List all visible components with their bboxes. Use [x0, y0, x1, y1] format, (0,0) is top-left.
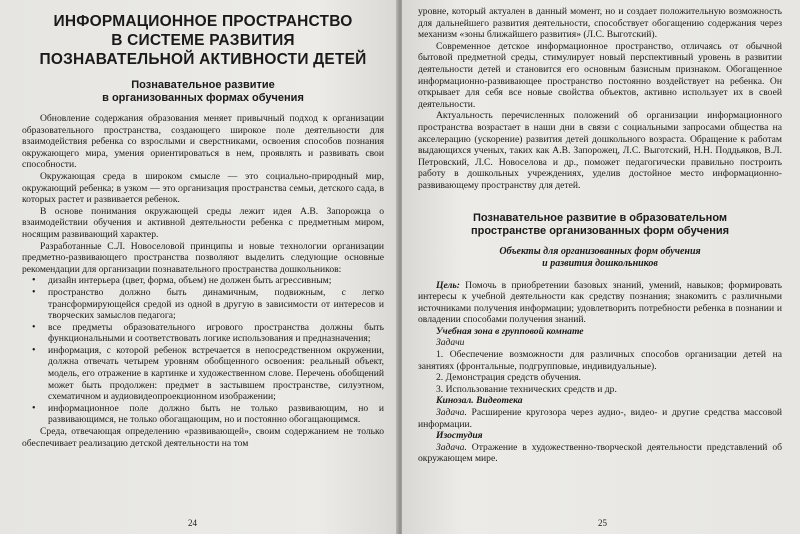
section-heading — [22, 79, 384, 105]
paragraph: Среда, отвечающая определению «развивающей», своим содержанием не только обеспечивает реализацию детской деятельности на том — [22, 426, 384, 449]
task-label: Задача. — [436, 407, 467, 419]
list-item: • информация, с которой ребенок встречается в непосредственном окружении, должна отвечать четырем уровням обобщенного освоения: реальный объект, модель, его отражение в картинке и художественном слове. Перечень обобщений может быть продолжен: предмет в застывшем пространстве, силуэтном, схематичном и аудиовидеопроекционном изображении; — [22, 345, 384, 403]
spacer — [418, 192, 782, 212]
task-label: Задача. — [436, 441, 467, 453]
page-number: 25 — [598, 518, 607, 528]
list-item: • пространство должно быть динамичным, подвижным, с легко трансформирующейся средой из одной в другую в зависимости от интересов и творческих замыслов педагога; — [22, 287, 384, 322]
section-heading-line: пространстве организованных форм обучения — [470, 224, 730, 237]
task-item: 2. Демонстрация средств обучения. — [436, 372, 581, 384]
tasks-label: Задачи — [436, 337, 465, 349]
paragraph: Современное детское информационное пространство, отличаясь от обычной бытовой предметной среды, стимулирует новый перспективный уровень в развитии деятельности детей и становится его основным базисным признаком. Обогащенное информационно-развивающее пространство постоянно воздействует на ребенка. Он открывает для себя все новые свойства объектов, активно использует их в своей деятельности. — [418, 40, 782, 110]
section-heading — [418, 212, 782, 238]
chapter-title-line: ПОЗНАВАТЕЛЬНОЙ АКТИВНОСТИ ДЕТЕЙ — [39, 51, 367, 68]
paragraph: В основе понимания окружающей среды лежит идея А.В. Запорожца о взаимодействии обучения и активной деятельности ребенка с предметным миром, носящим развивающий характер. — [22, 205, 384, 240]
task-text: Расширение кругозора через аудио-, видео- и другие средства массовой информации. — [418, 407, 782, 430]
chapter-title-line: ИНФОРМАЦИОННОЕ ПРОСТРАНСТВО — [53, 13, 353, 30]
section-heading-line: в организованных формах обучения — [102, 92, 304, 104]
izostudia-task — [418, 442, 782, 465]
kinozal-task — [418, 407, 782, 430]
task-text: Отражение в художественно-творческой деятельности представлений об окружающем мире. — [418, 441, 782, 465]
page-number: 24 — [188, 518, 197, 528]
zone-heading: Учебная зона в групповой комнате — [436, 325, 584, 337]
kinozal-heading: Кинозал. Видеотека — [436, 395, 523, 407]
task-item: 3. Использование технических средств и др. — [436, 383, 617, 395]
goal-text: Помочь в приобретении базовых знаний, умений, навыков; формировать интересы к учебной деятельности как средству познания; знакомить с различными источниками получения информации; удовлетворить потребности ребенка в познании и овладении способами получения знаний. — [418, 279, 782, 326]
recommendations-list — [22, 275, 384, 426]
paragraph: Обновление содержания образования меняет привычный подход к организации образовательного пространства, создающего широкое поле деятельности для взаимодействия ребенка со взрослыми и сверстниками, освоения способов познания окружающего мира, умения ориентироваться в нем, проявлять и развивать свои способности. — [22, 113, 384, 171]
list-item: • все предметы образовательного игрового пространства должны быть функциональными и соответствовать логике использования и предназначения; — [22, 322, 384, 345]
right-page — [402, 0, 800, 534]
goal-paragraph — [418, 280, 782, 326]
section-heading-line: Познавательное развитие — [131, 79, 275, 91]
subsection-heading-line: и развития дошкольников — [542, 257, 658, 269]
list-item: • информационное поле должно быть не только развивающим, но и развивающимся, не только обогащающим, но и постоянно обогащающимся. — [22, 403, 384, 426]
chapter-title-line: В СИСТЕМЕ РАЗВИТИЯ — [111, 32, 295, 49]
task-item: 1. Обеспечение возможности для различных способов организации детей на занятиях (фронтальные, подгрупповые, индивидуальные). — [418, 349, 782, 372]
subsection-heading — [418, 246, 782, 270]
goal-label: Цель: — [436, 279, 460, 291]
paragraph: Окружающая среда в широком смысле — это социально-природный мир, окружающий ребенка; в узком — это организация пространства семьи, детского сада, в которых растет и развивается ребенок. — [22, 170, 384, 206]
paragraph: Актуальность перечисленных положений об организации информационного пространства возрастает в наши дни в связи с социальными запросами общества на акселерацию (ускорение) развития детей дошкольного возраста. Обращение к работам выдающихся ученых, таких как А.В. Запорожец, Л.С. Выготский, Н.Н. Поддьяков, В.Л. Петровский, Л.С. Новоселова и др., поможет педагогически правильно построить работу в дошкольных учреждениях, уделив достойное место информационно-развивающему пространству для детей. — [418, 110, 782, 191]
paragraph: Разработанные С.Л. Новоселовой принципы и новые технологии организации предметно-развивающего пространства позволяют выделить следующие основные рекомендации для организации познавательного пространства дошкольников: — [22, 240, 384, 275]
paragraph: уровне, который актуален в данный момент, но и создает положительную возможность для дальнейшего развития деятельности, способствует обогащению содержания через механизм «зоны ближайшего развития» (Л.С. Выготский). — [418, 6, 782, 41]
list-item: • дизайн интерьера (цвет, форма, объем) не должен быть агрессивным; — [22, 275, 384, 287]
chapter-title — [22, 12, 384, 69]
section-heading-line: Познавательное развитие в образовательном — [472, 211, 728, 224]
izostudia-heading: Изостудия — [436, 430, 483, 442]
left-page — [0, 0, 398, 534]
subsection-heading-line: Объекты для организованных форм обучения — [499, 245, 701, 257]
